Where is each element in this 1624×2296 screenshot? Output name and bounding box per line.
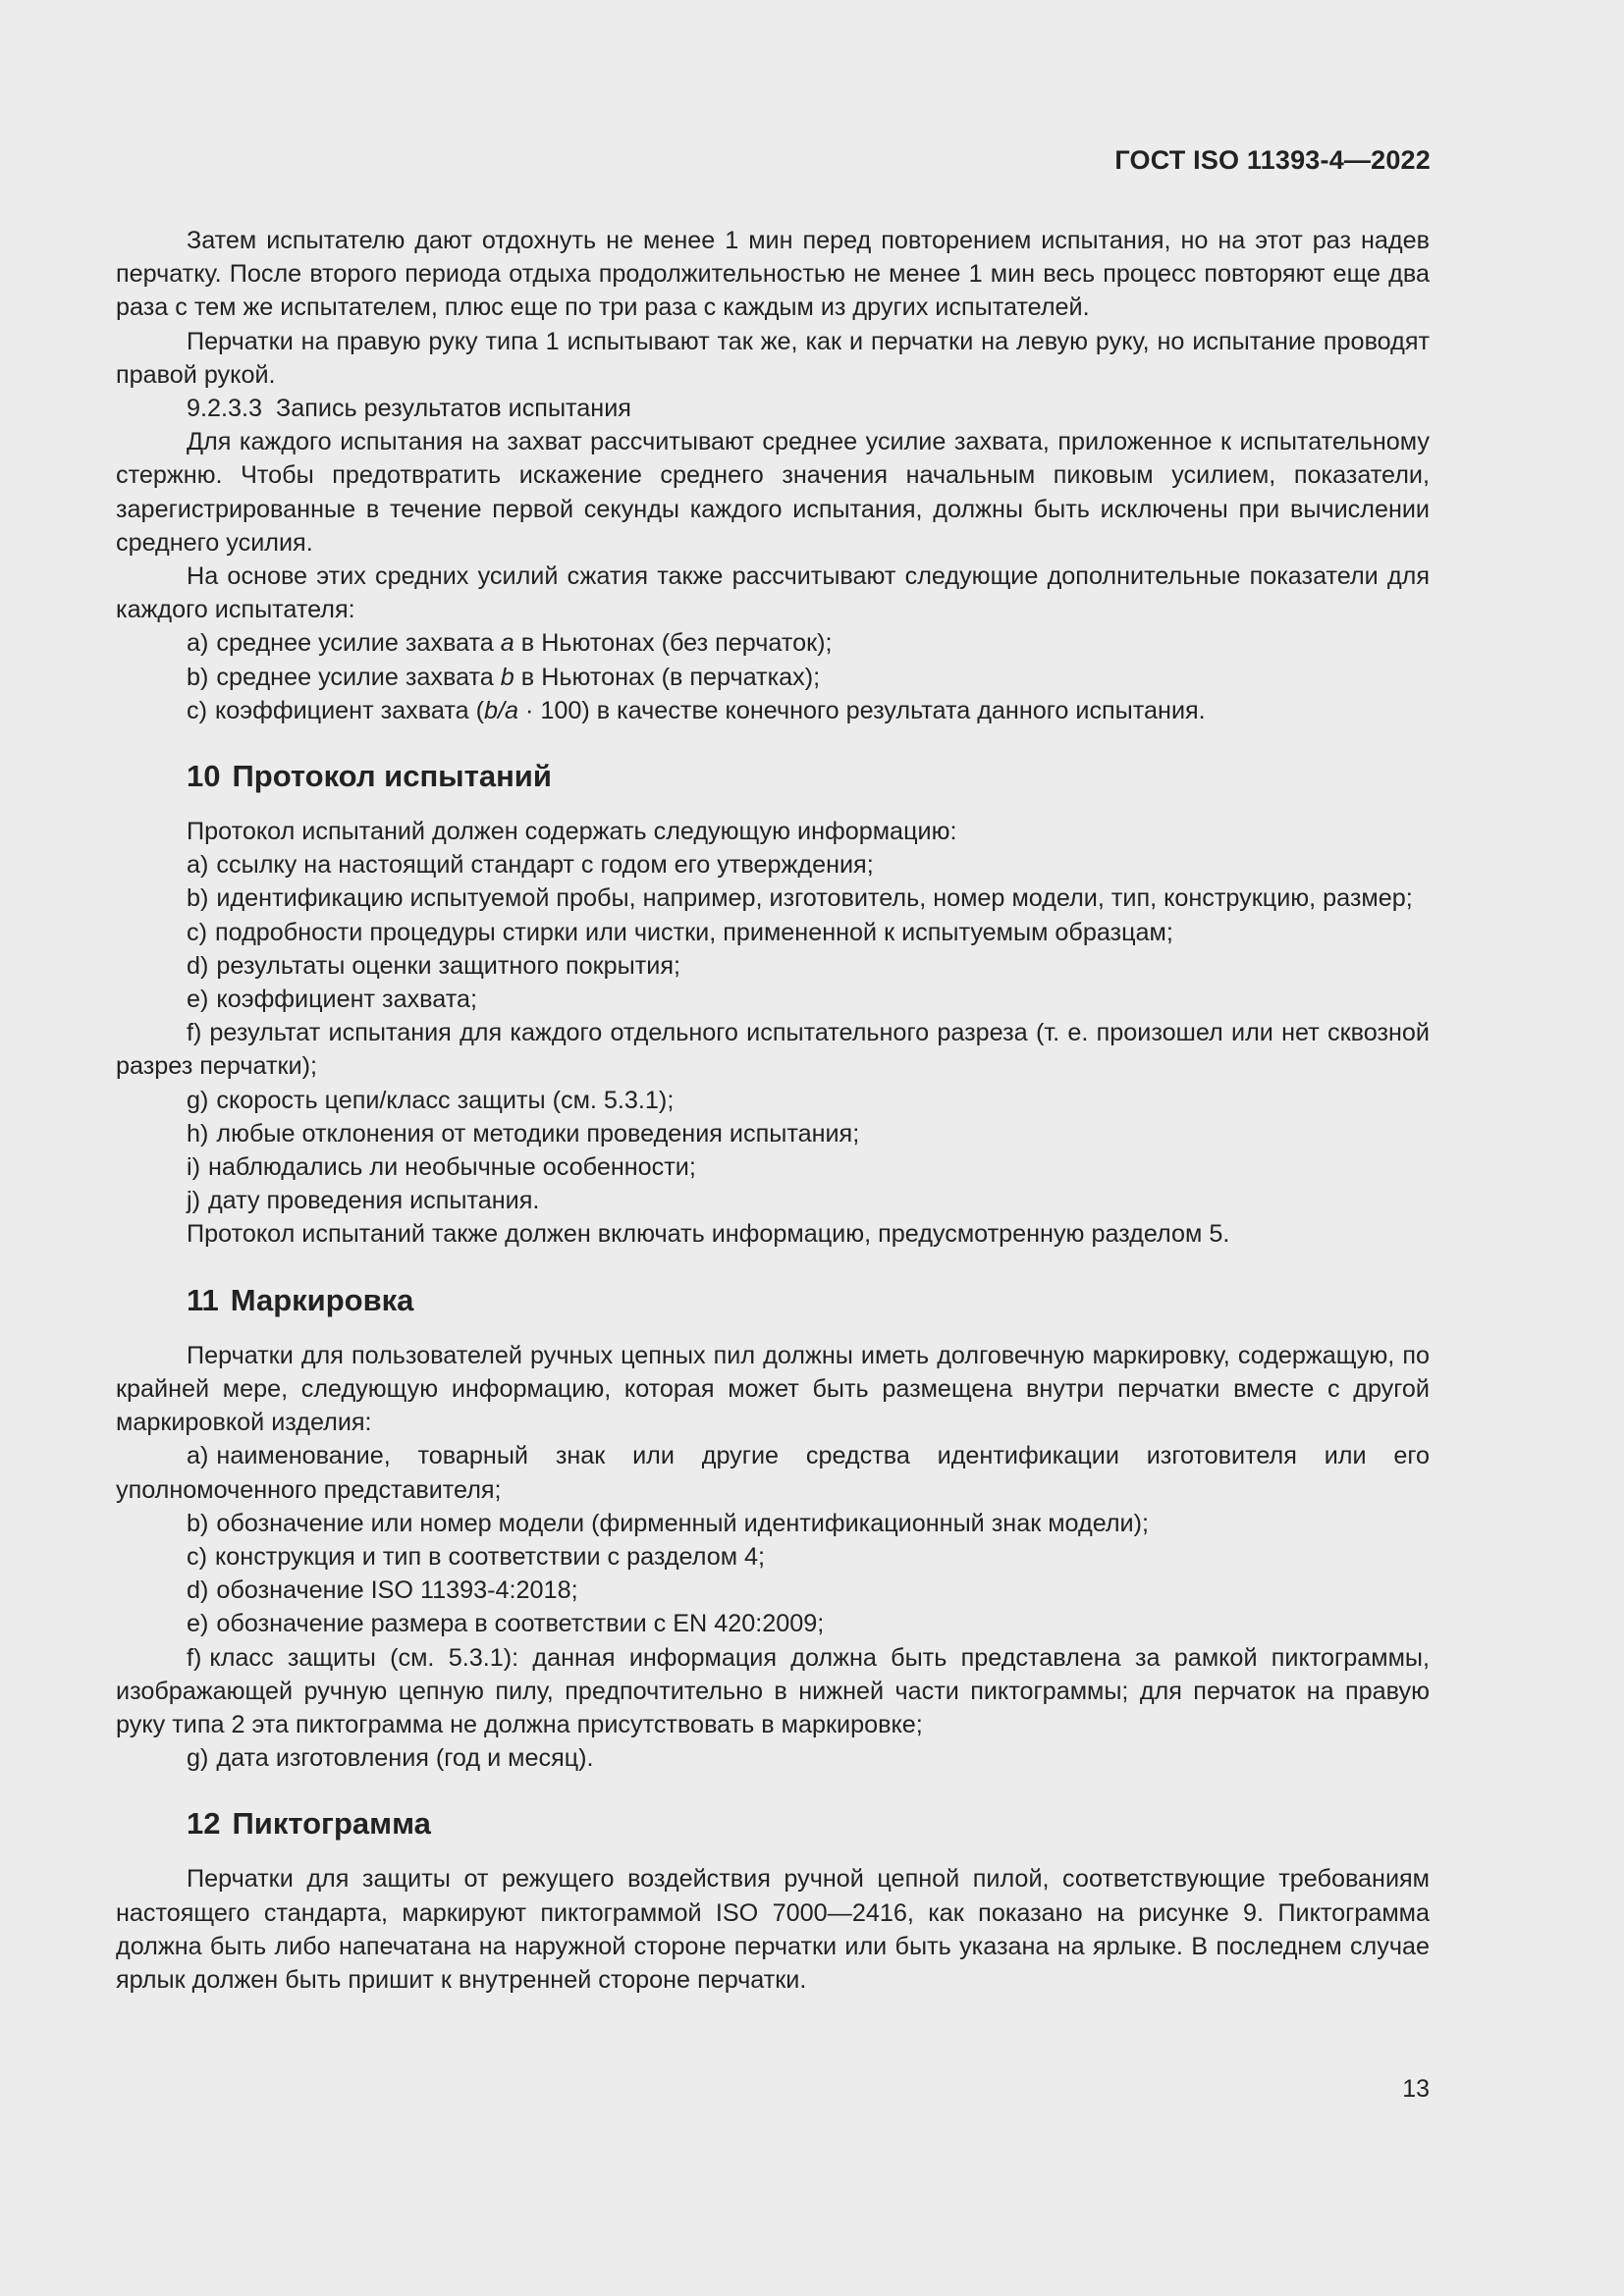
list-item: e) коэффициент захвата; xyxy=(187,986,477,1014)
list-item: c) подробности процедуры стирки или чистки, примененной к испытуемым образцам; xyxy=(187,918,1173,946)
list-item: b) обозначение или номер модели (фирменный идентификационный знак модели); xyxy=(187,1509,1150,1537)
paragraph-results: Для каждого испытания на захват рассчитывают среднее усилие захвата, приложенное к испытательному стержню. Чтобы предотвратить искажение среднего значения начальным пиковым усилием, показатели, зарегистрированные в течение первой секунды каждого испытания, должны быть исключены при вычислении среднего усилия. xyxy=(116,428,1430,557)
paragraph-retest: Затем испытателю дают отдохнуть не менее 1 мин перед повторением испытания, но на этот раз надев перчатку. После второго периода отдыха продолжительностью не менее 1 мин весь процесс повторяют еще два раза с тем же испытателем, плюс еще по три раза с каждым из других испытателей. xyxy=(116,227,1430,322)
page-content xyxy=(116,224,1430,1997)
page-number: 13 xyxy=(1402,2075,1430,2103)
list-item: d) результаты оценки защитного покрытия; xyxy=(187,951,680,980)
list-item: a) ссылку на настоящий стандарт с годом его утверждения; xyxy=(187,851,874,880)
list-item: h) любые отклонения от методики проведения испытания; xyxy=(187,1119,860,1148)
section-12-body: Перчатки для защиты от режущего воздействия ручной цепной пилой, соответствующие требованиям настоящего стандарта, маркируют пиктограммой ISO 7000—2416, как показано на рисунке 9. Пиктограмма должна быть либо напечатана на наружной стороне перчатки или быть указана на ярлыке. В последнем случае ярлык должен быть пришит к внутренней стороне перчатки. xyxy=(116,1865,1430,1994)
list-item: b) среднее усилие захвата b в Ньютонах (в перчатках); xyxy=(187,663,821,691)
marking-list xyxy=(116,1439,1430,1775)
list-item: f) результат испытания для каждого отдельного испытательного разреза (т. е. произошел или нет сквозной разрез перчатки); xyxy=(116,1019,1430,1081)
list-item: a) наименование, товарный знак или другие средства идентификации изготовителя или его уполномоченного представителя; xyxy=(116,1442,1430,1504)
section-heading-11: 11 Маркировка xyxy=(187,1282,414,1317)
list-item: a) среднее усилие захвата a в Ньютонах (без перчаток); xyxy=(187,629,833,658)
section-11-lead: Перчатки для пользователей ручных цепных пил должны иметь долговечную маркировку, содержащую, по крайней мере, следующую информацию, которая может быть размещена внутри перчатки вместе с другой маркировкой изделия: xyxy=(116,1341,1430,1437)
list-item: c) конструкция и тип в соответствии с разделом 4; xyxy=(187,1542,766,1571)
list-item: f) класс защиты (см. 5.3.1): данная информация должна быть представлена за рамкой пиктограммы, изображающей ручную цепную пилу, предпочтительно в нижней части пиктограммы; для перчаток на правую руку типа 2 эта пиктограмма не должна присутствовать в маркировке; xyxy=(116,1643,1430,1738)
paragraph-right-hand: Перчатки на правую руку типа 1 испытывают так же, как и перчатки на левую руку, но испытание проводят правой рукой. xyxy=(116,327,1430,389)
subsection-heading xyxy=(116,392,1430,425)
document-header: ГОСТ ISO 11393-4—2022 xyxy=(1114,145,1431,175)
protocol-list xyxy=(116,848,1430,1217)
section-heading-10: 10 Протокол испытаний xyxy=(187,759,552,794)
section-10-closing: Протокол испытаний также должен включать информацию, предусмотренную разделом 5. xyxy=(187,1220,1230,1249)
list-item: i) наблюдались ли необычные особенности; xyxy=(187,1153,696,1182)
results-list xyxy=(116,626,1430,727)
list-item: b) идентификацию испытуемой пробы, например, изготовитель, номер модели, тип, конструкцию, размер; xyxy=(187,884,1413,913)
section-10-lead: Протокол испытаний должен содержать следующую информацию: xyxy=(187,818,957,846)
subsection-number: 9.2.3.3 xyxy=(187,395,263,423)
list-item: e) обозначение размера в соответствии с EN 420:2009; xyxy=(187,1610,825,1638)
subsection-title: Запись результатов испытания xyxy=(276,395,631,423)
list-item: g) скорость цепи/класс защиты (см. 5.3.1); xyxy=(187,1086,675,1114)
list-item: c) коэффициент захвата (b/a · 100) в качестве конечного результата данного испытания. xyxy=(187,696,1206,724)
section-heading-12: 12 Пиктограмма xyxy=(187,1806,431,1842)
list-item: g) дата изготовления (год и месяц). xyxy=(187,1744,594,1773)
list-item: d) обозначение ISO 11393-4:2018; xyxy=(187,1576,578,1605)
list-item: j) дату проведения испытания. xyxy=(187,1187,540,1215)
paragraph-additional: На основе этих средних усилий сжатия также рассчитывают следующие дополнительные показатели для каждого испытателя: xyxy=(116,562,1430,624)
